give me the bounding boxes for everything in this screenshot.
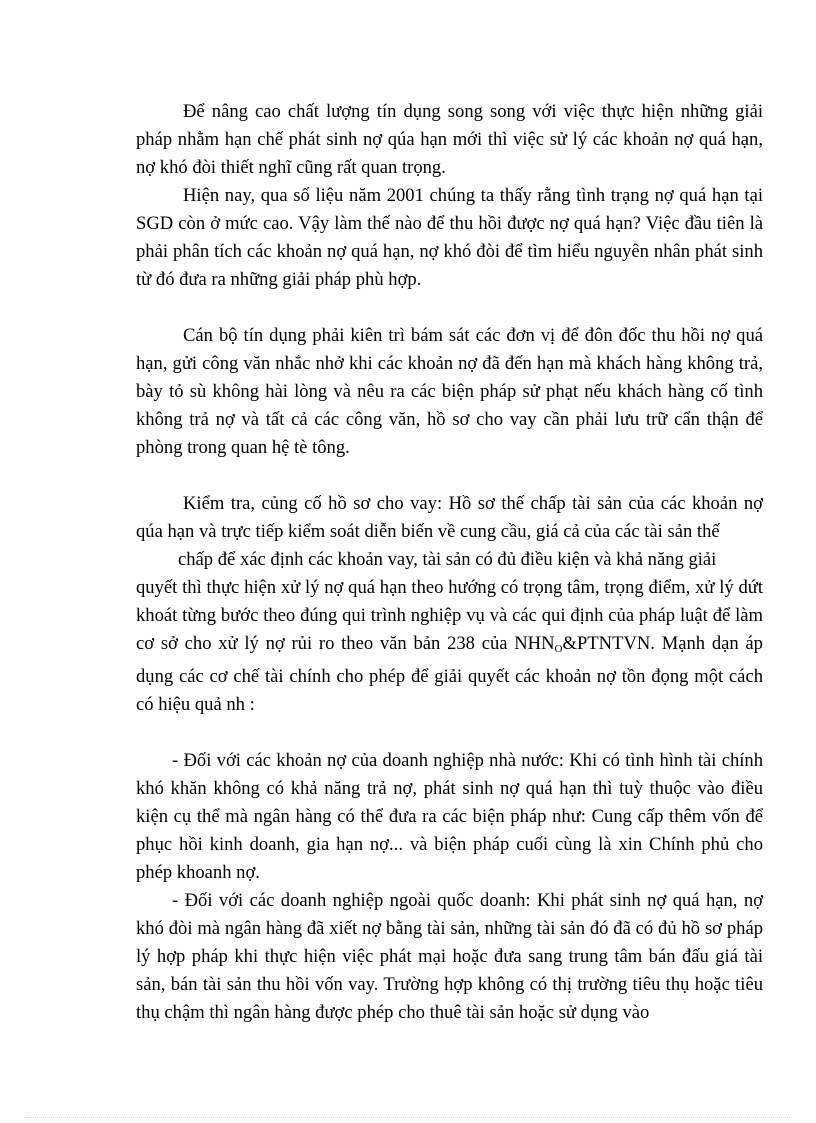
paragraph-state-enterprise: - Đối với các khoản nợ của doanh nghiệp nhà nước: Khi có tình hình tài chính khó khăn không có khả năng trả nợ, phát sinh nợ quá hạn thì tuỳ thuộc vào điều kiện cụ thể mà ngân hàng có thể đưa ra các biện pháp như: Cung cấp thêm vốn để phục hồi kinh doanh, gia hạn nợ... và biện pháp cuối cùng là xin Chính phủ cho phép khoanh nợ. bbox=[136, 750, 763, 883]
paragraph-spacer bbox=[136, 719, 763, 747]
paragraph-inspection-indented-line: chấp để xác định các khoản vay, tài sản có đủ điều kiện và khả năng giải bbox=[178, 549, 717, 570]
paragraph-inspection-text: quyết thì thực hiện xử lý nợ quá hạn theo hướng có trọng tâm, trọng điểm, xử lý dứt khoát từng bước theo đúng qui trình nghiệp vụ và các qui định của pháp luật để làm cơ sở cho xử lý nợ rủi ro theo văn bản 238 của NHN bbox=[136, 577, 763, 654]
paragraph-credit-quality: Để nâng cao chất lượng tín dụng song song với việc thực hiện những giải pháp nhằm hạn chế phát sinh nợ qúa hạn mới thì việc sử lý các khoản nợ quá hạn, nợ khó đòi thiết nghĩ cũng rất quan trọng. bbox=[136, 101, 763, 178]
paragraph-credit-officer: Cán bộ tín dụng phải kiên trì bám sát các đơn vị để đôn đốc thu hồi nợ quá hạn, gửi công văn nhắc nhở khi các khoản nợ đã đến hạn mà khách hàng không trả, bày tỏ sù không hài lòng và nêu ra các biện pháp sử phạt nếu khách hàng cố tình không trả nợ và tất cả các công văn, hồ sơ cho vay cần phải lưu trữ cẩn thận để phòng trong quan hệ tè tông. bbox=[136, 325, 763, 458]
paragraph-inspection bbox=[136, 490, 763, 719]
paragraph-private-enterprise: - Đối với các doanh nghiệp ngoài quốc doanh: Khi phát sinh nợ quá hạn, nợ khó đòi mà ngân hàng đã xiết nợ bằng tài sản, những tài sản đó đã có đủ hồ sơ pháp lý hợp pháp khi thực hiện việc phát mại hoặc đưa sang trung tâm bán đấu giá tài sản, bán tài sản thu hồi vốn vay. Trường hợp không có thị trường tiêu thụ hoặc tiêu thụ chậm thì ngân hàng được phép cho thuê tài sản hoặc sử dụng vào bbox=[136, 890, 763, 1023]
paragraph-inspection-body bbox=[136, 574, 763, 719]
paragraph-overdue-status: Hiện nay, qua số liệu năm 2001 chúng ta thấy rằng tình trạng nợ quá hạn tại SGD còn ở mức cao. Vậy làm thế nào để thu hồi được nợ quá hạn? Việc đầu tiên là phải phân tích các khoản nợ quá hạn, nợ khó đòi để tìm hiểu nguyên nhân phát sinh từ đó đưa ra những giải pháp phù hợp. bbox=[136, 185, 763, 290]
paragraph-inspection-tail: &PTNTVN. Mạnh dạn áp dụng các cơ chế tài chính cho phép để giải quyết các khoản nợ tồn đọng một cách có hiệu quả nh : bbox=[136, 633, 763, 715]
page-bottom-rule bbox=[24, 1117, 792, 1118]
paragraph-spacer bbox=[136, 462, 763, 490]
paragraph-inspection-lead: Kiểm tra, củng cố hồ sơ cho vay: Hồ sơ thế chấp tài sản của các khoản nợ qúa hạn và trực tiếp kiểm soát diễn biến về cung cầu, giá cả của các tài sản thế bbox=[136, 493, 763, 542]
subscript-o: O bbox=[554, 643, 563, 655]
document-body bbox=[136, 98, 763, 1027]
paragraph-spacer bbox=[136, 294, 763, 322]
